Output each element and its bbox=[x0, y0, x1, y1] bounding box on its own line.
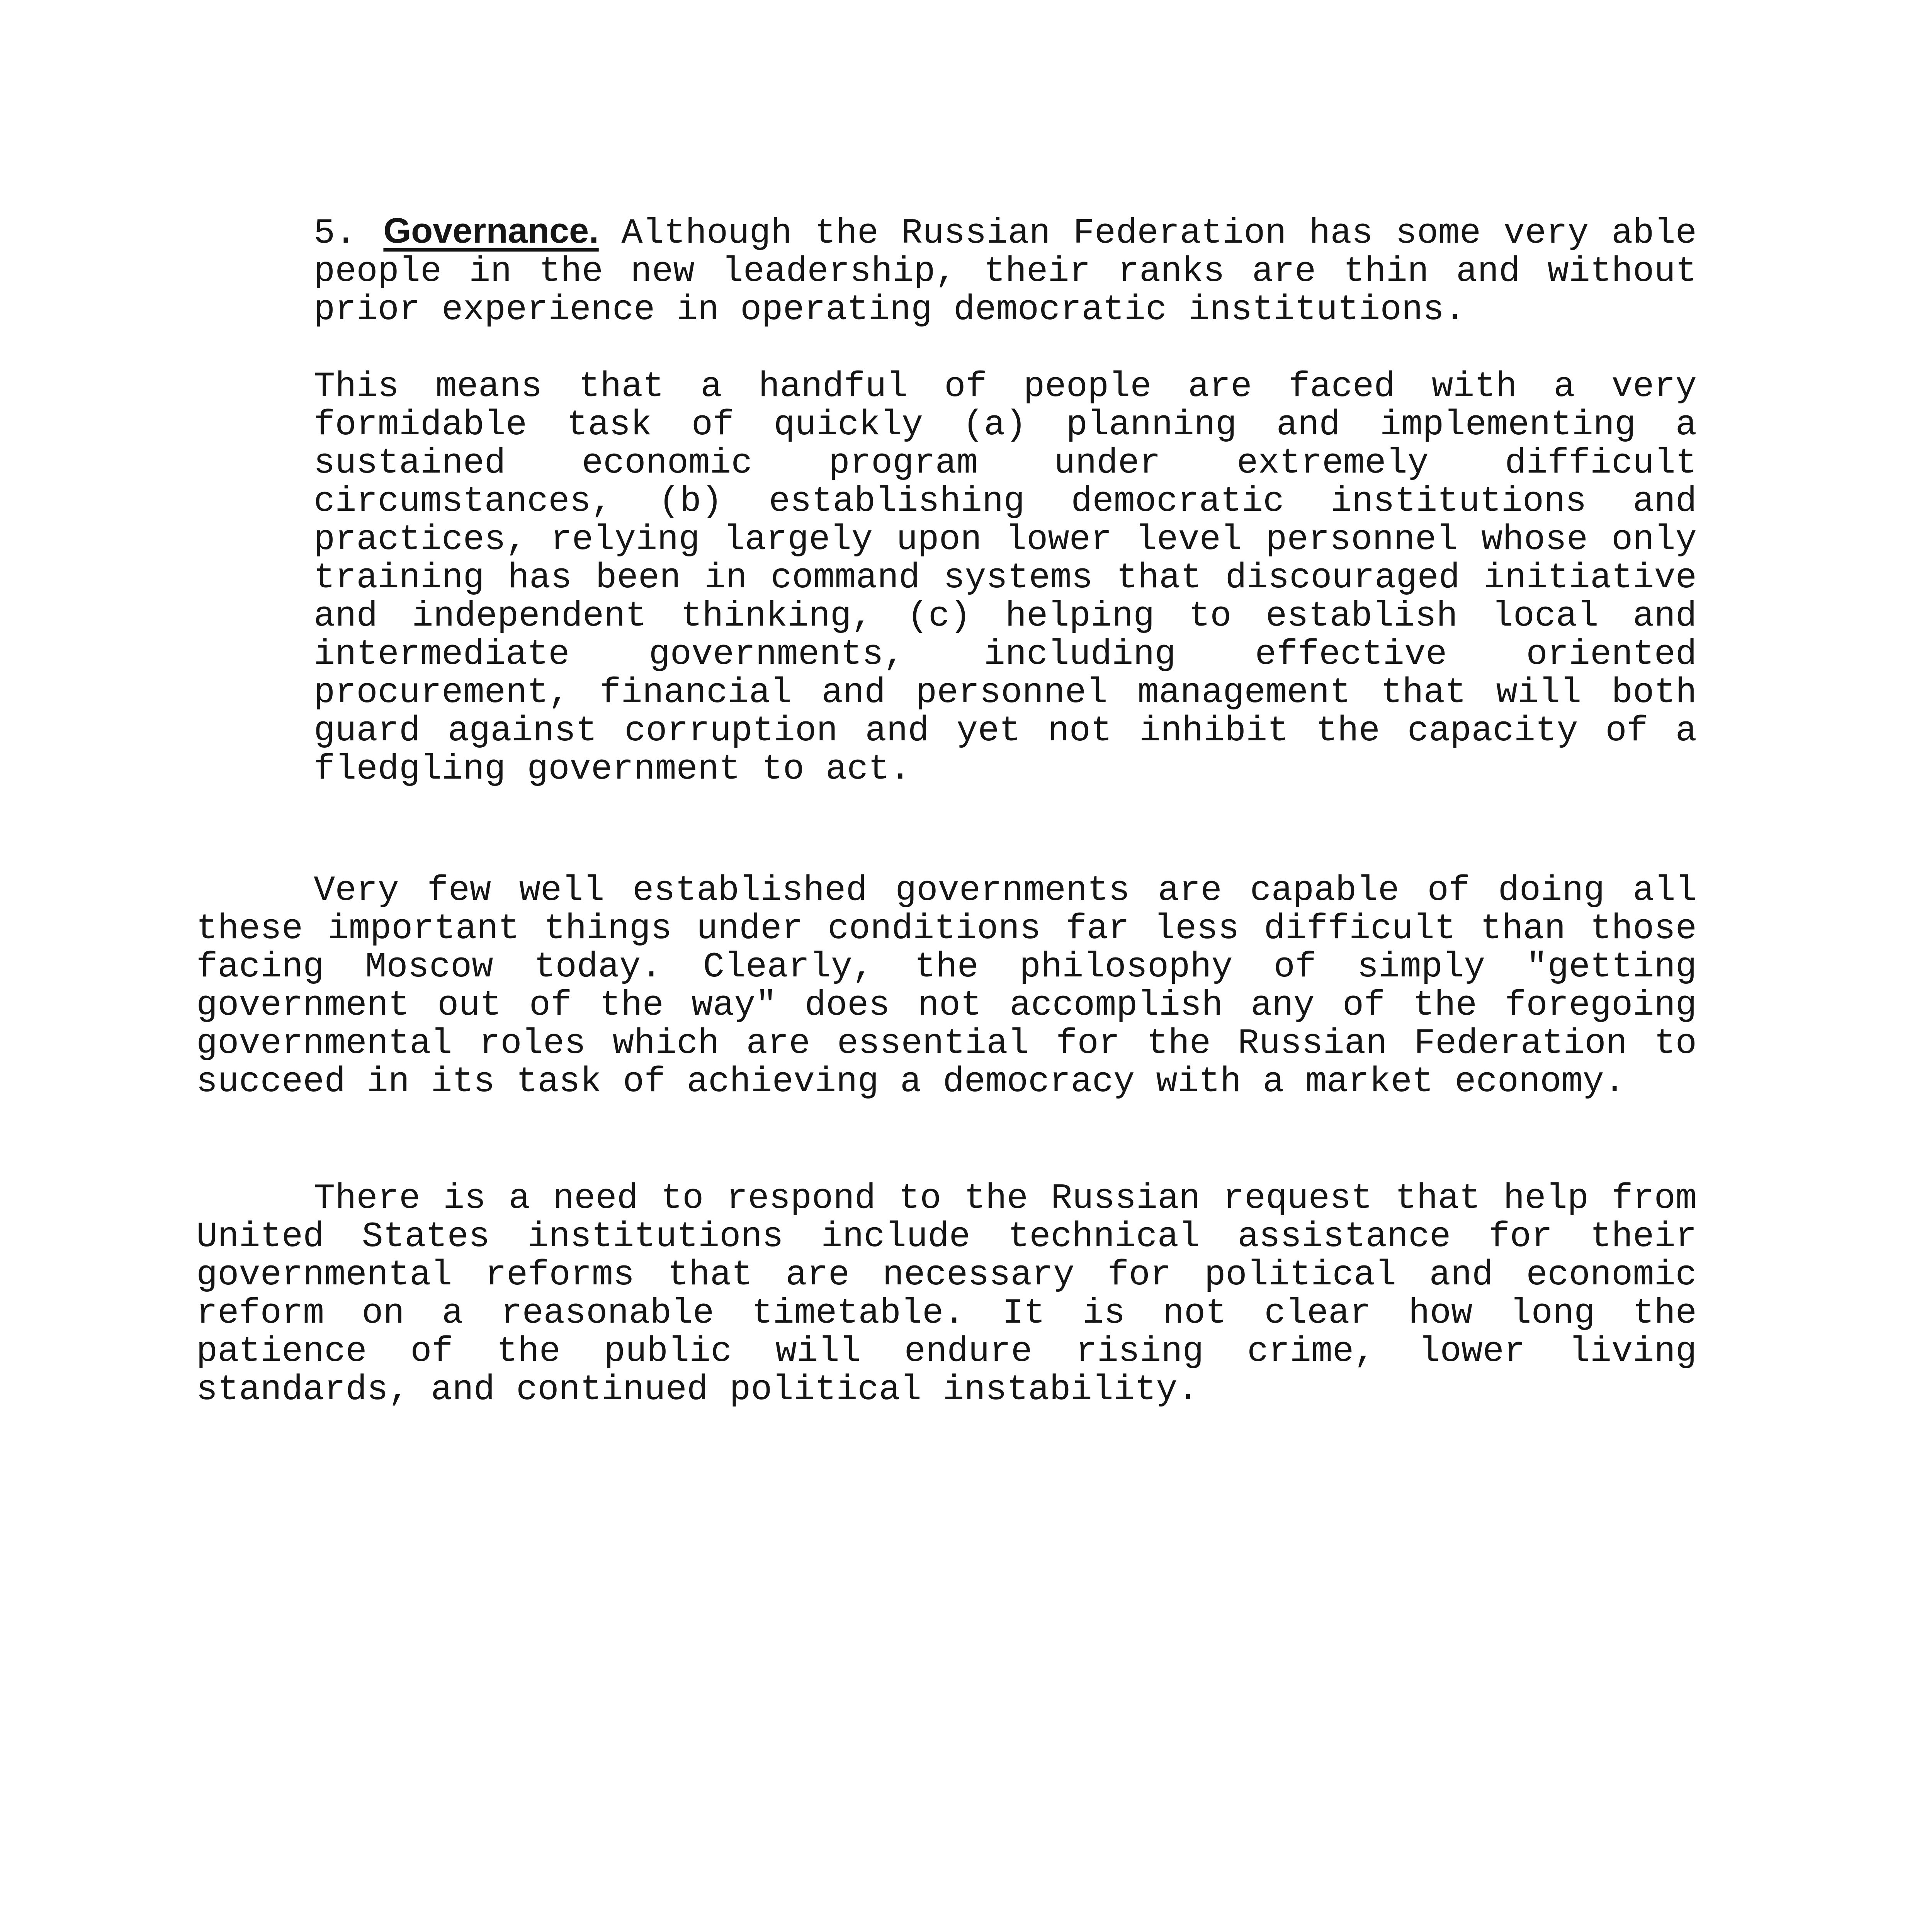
section-intro-text: Although the Russian Federation has some very able people in the new leadership, their ranks are thin and without prior experience in operating democratic institutions. bbox=[314, 213, 1697, 330]
paragraph-governments: Very few well established governments are capable of doing all these important things under conditions far less difficult than those facing Moscow today. Clearly, the philosophy of simply "getting government out of the way" does not accomplish any of the foregoing governmental roles which are essential for the Russian Federation to succeed in its task of achieving a democracy with a market economy. bbox=[196, 870, 1697, 1102]
paragraph-task: This means that a handful of people are faced with a very formidable task of quickly (a) planning and implementing a sustained economic program under extremely difficult circumstances, (b) establishing democratic institutions and practices, relying largely upon lower level personnel whose only training has been in command systems that discouraged initiative and independent thinking, (c) helping to establish local and intermediate governments, including effective oriented procurement, financial and personnel management that will both guard against corruption and yet not inhibit the capacity of a fledgling government to act. bbox=[314, 366, 1697, 789]
paragraph-assistance: There is a need to respond to the Russian request that help from United States institutions include technical assistance for their governmental reforms that are necessary for political and economic reform on a reasonable timetable. It is not clear how long the patience of the public will endure rising crime, lower living standards, and continued political instability. bbox=[196, 1178, 1697, 1410]
section-5-intro bbox=[314, 212, 1697, 329]
section-number: 5. bbox=[314, 213, 357, 253]
section-heading: Governance. bbox=[383, 211, 599, 250]
